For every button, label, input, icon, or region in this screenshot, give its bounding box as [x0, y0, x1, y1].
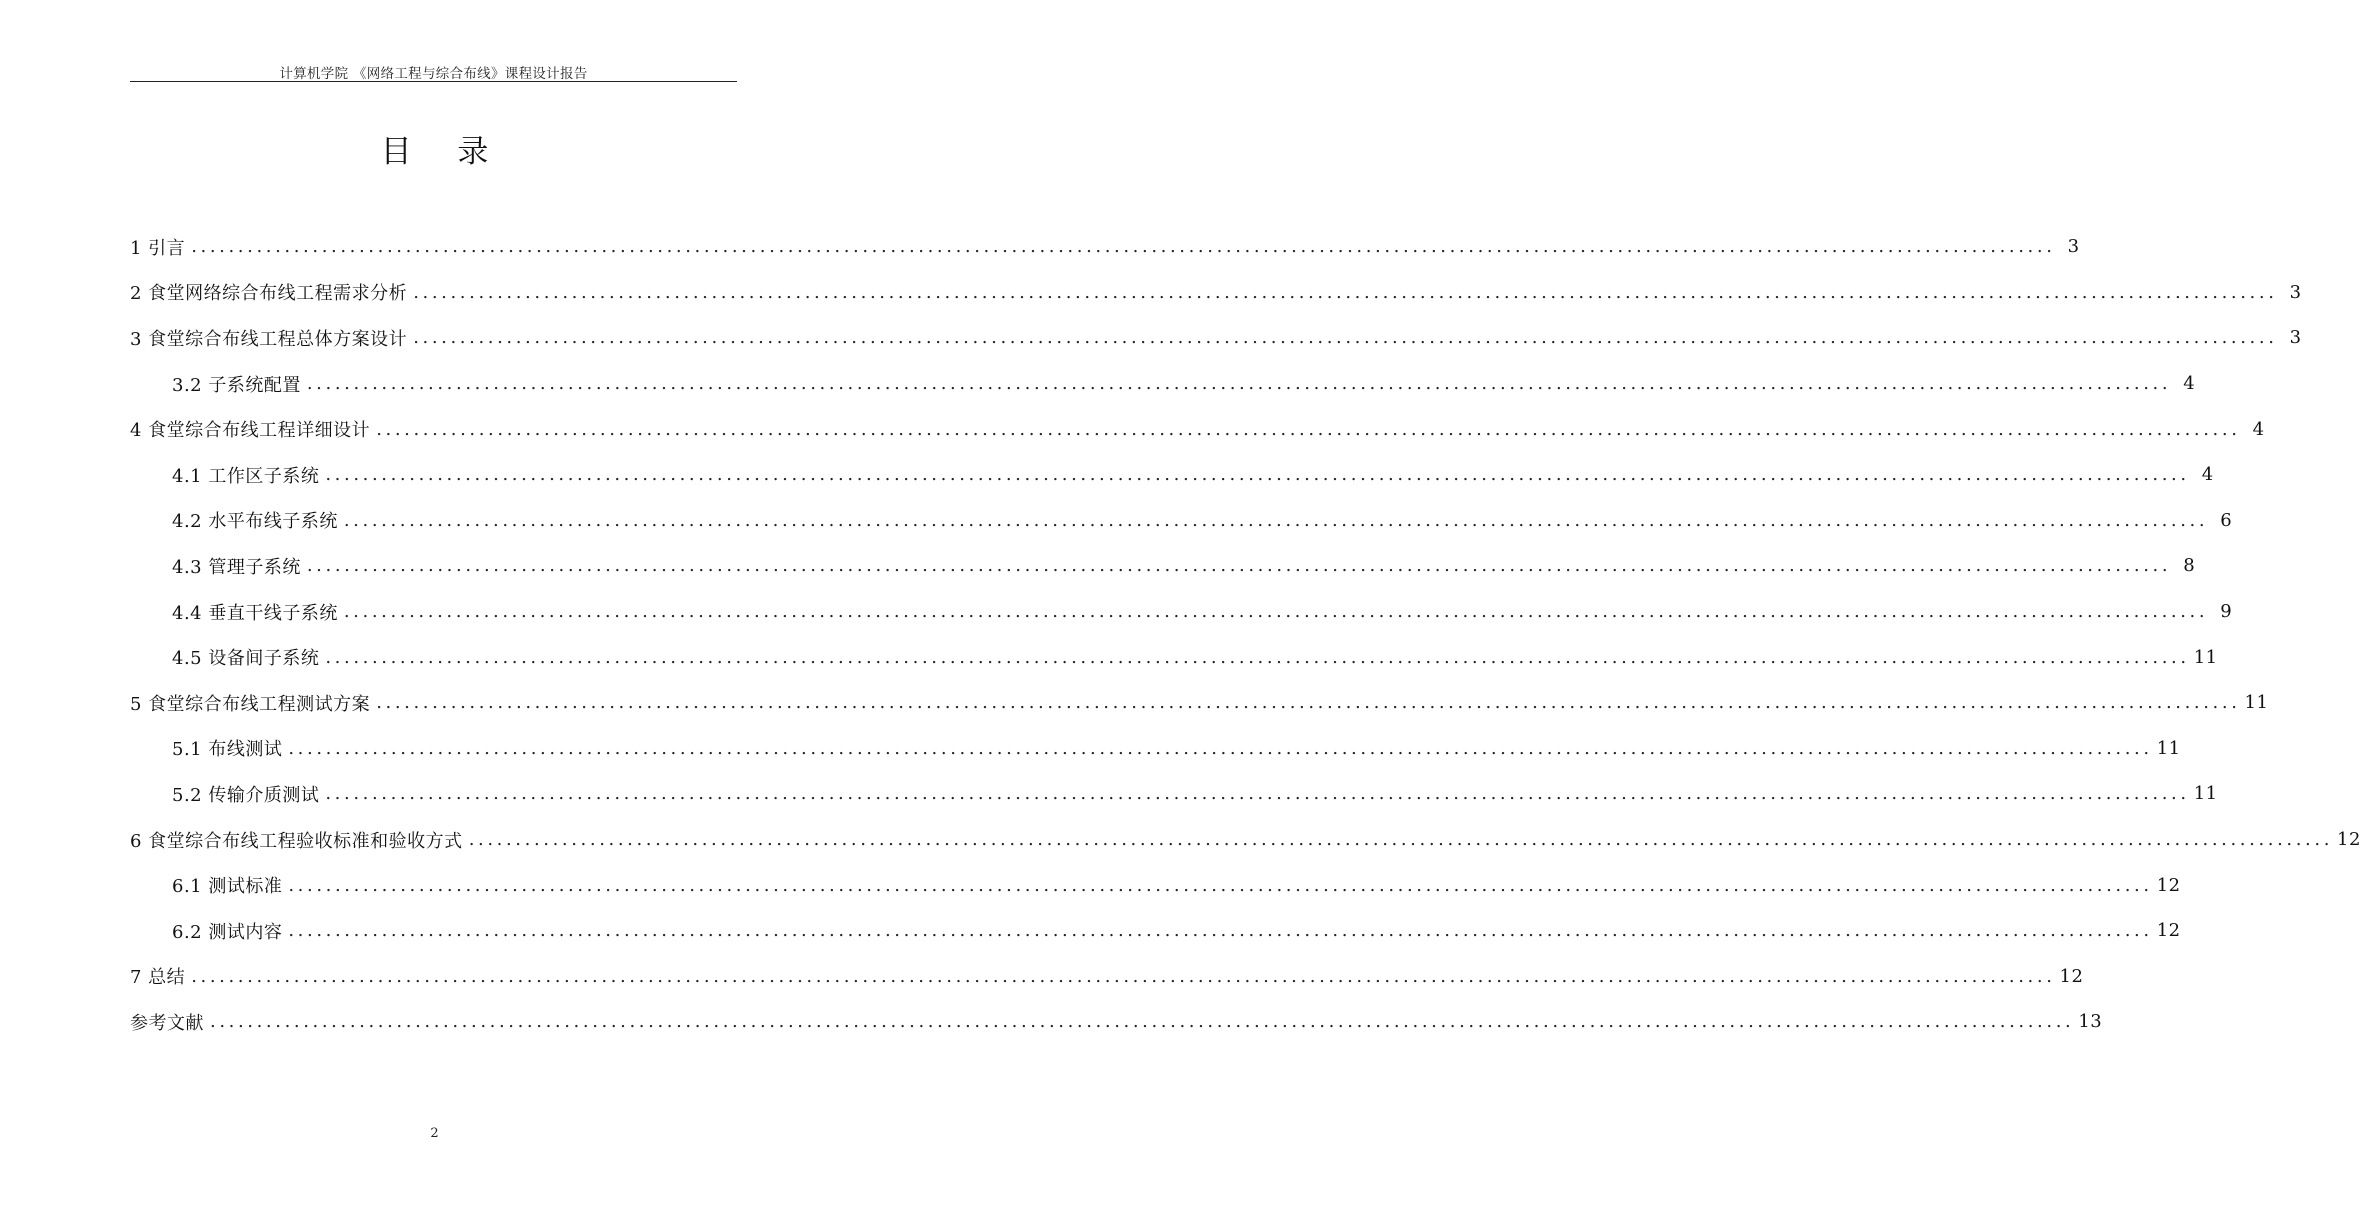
toc-entry-label: 6 食堂综合布线工程验收标准和验收方式	[130, 830, 463, 852]
toc-entry-page: 11	[2193, 646, 2218, 668]
toc-entry-label: 4.1 工作区子系统	[172, 465, 320, 487]
toc-dot-leader: ........................................................................................................................................................................................................	[325, 783, 2190, 805]
toc-dot-leader: ........................................................................................................................................................................................................	[325, 646, 2190, 668]
toc-entry-label: 4.4 垂直干线子系统	[172, 602, 338, 624]
toc-entry-label: 7 总结	[130, 967, 186, 989]
running-header: 计算机学院 《网络工程与综合布线》课程设计报告	[279, 66, 588, 82]
toc-entry[interactable]	[130, 999, 2103, 1045]
table-of-contents	[130, 224, 2361, 1045]
toc-entry-label: 参考文献	[130, 1012, 204, 1034]
toc-entry-page: 11	[2244, 692, 2269, 714]
toc-dot-leader: ........................................................................................................................................................................................................	[343, 509, 2209, 531]
toc-entry-page: 9	[2220, 601, 2233, 623]
toc-entry-page: 3	[2067, 236, 2080, 258]
toc-dot-leader: ........................................................................................................................................................................................................	[413, 281, 2278, 303]
toc-dot-leader: ........................................................................................................................................................................................................	[376, 418, 2241, 440]
toc-entry-page: 12	[2059, 965, 2084, 987]
toc-entry-page: 12	[2156, 874, 2181, 896]
toc-dot-leader: ........................................................................................................................................................................................................	[191, 965, 2056, 987]
toc-subentry[interactable]	[130, 589, 2233, 635]
toc-subentry[interactable]	[130, 452, 2214, 498]
toc-subentry[interactable]	[130, 361, 2196, 407]
toc-subentry[interactable]	[130, 498, 2233, 544]
toc-entry[interactable]	[130, 817, 2361, 863]
toc-subentry[interactable]	[130, 726, 2181, 772]
toc-dot-leader: ........................................................................................................................................................................................................	[306, 555, 2172, 577]
toc-entry[interactable]	[130, 224, 2080, 270]
toc-subentry[interactable]	[130, 634, 2218, 680]
toc-entry[interactable]	[130, 406, 2265, 452]
toc-subentry[interactable]	[130, 771, 2218, 817]
page-title: 目 录	[380, 134, 507, 170]
toc-dot-leader: ........................................................................................................................................................................................................	[413, 327, 2278, 349]
toc-entry-page: 3	[2289, 281, 2302, 303]
toc-entry-label: 4.3 管理子系统	[172, 556, 301, 578]
toc-entry-label: 4.5 设备间子系统	[172, 648, 320, 670]
toc-subentry[interactable]	[130, 862, 2181, 908]
toc-dot-leader: ........................................................................................................................................................................................................	[376, 692, 2241, 714]
toc-entry[interactable]	[130, 954, 2084, 1000]
toc-entry-page: 3	[2289, 327, 2302, 349]
toc-entry-page: 8	[2183, 555, 2196, 577]
toc-entry-page: 6	[2220, 509, 2233, 531]
toc-entry[interactable]	[130, 680, 2269, 726]
toc-entry-page: 11	[2156, 737, 2181, 759]
toc-dot-leader: ........................................................................................................................................................................................................	[468, 829, 2334, 851]
toc-subentry[interactable]	[130, 908, 2181, 954]
toc-dot-leader: ........................................................................................................................................................................................................	[343, 601, 2209, 623]
toc-entry-page: 12	[2156, 920, 2181, 942]
toc-entry-page: 11	[2193, 783, 2218, 805]
toc-dot-leader: ........................................................................................................................................................................................................	[288, 737, 2153, 759]
toc-dot-leader: ........................................................................................................................................................................................................	[288, 874, 2153, 896]
toc-entry-page: 4	[2183, 373, 2196, 395]
toc-entry-label: 4 食堂综合布线工程详细设计	[130, 420, 371, 442]
toc-entry-label: 5.1 布线测试	[172, 739, 283, 761]
toc-dot-leader: ........................................................................................................................................................................................................	[306, 373, 2172, 395]
toc-entry-label: 2 食堂网络综合布线工程需求分析	[130, 283, 408, 305]
toc-entry-label: 6.1 测试标准	[172, 876, 283, 898]
toc-entry[interactable]	[130, 315, 2302, 361]
toc-entry-label: 4.2 水平布线子系统	[172, 511, 338, 533]
toc-entry-label: 1 引言	[130, 237, 186, 259]
toc-entry-label: 6.2 测试内容	[172, 921, 283, 943]
toc-entry-page: 4	[2252, 418, 2265, 440]
header-rule	[130, 81, 737, 82]
toc-dot-leader: ........................................................................................................................................................................................................	[288, 920, 2153, 942]
toc-dot-leader: ........................................................................................................................................................................................................	[191, 236, 2056, 258]
toc-entry-label: 3.2 子系统配置	[172, 374, 301, 396]
toc-dot-leader: ........................................................................................................................................................................................................	[210, 1011, 2075, 1033]
page-number: 2	[430, 1126, 439, 1141]
toc-subentry[interactable]	[130, 543, 2196, 589]
toc-entry-page: 4	[2201, 464, 2214, 486]
toc-entry-label: 5 食堂综合布线工程测试方案	[130, 693, 371, 715]
toc-entry-page: 13	[2078, 1011, 2103, 1033]
toc-entry-label: 3 食堂综合布线工程总体方案设计	[130, 328, 408, 350]
toc-entry[interactable]	[130, 270, 2302, 316]
toc-entry-page: 12	[2337, 829, 2361, 851]
toc-dot-leader: ........................................................................................................................................................................................................	[325, 464, 2190, 486]
toc-entry-label: 5.2 传输介质测试	[172, 784, 320, 806]
